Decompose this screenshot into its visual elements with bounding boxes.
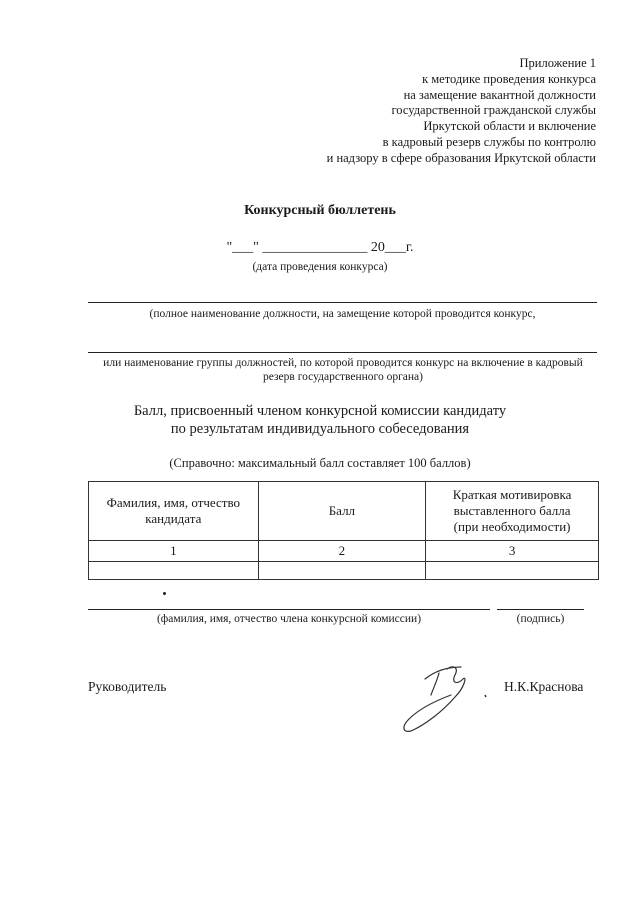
appendix-line: и надзору в сфере образования Иркутской области bbox=[326, 150, 596, 165]
header-cell-candidate bbox=[89, 482, 259, 541]
score-heading bbox=[0, 402, 640, 438]
score-cell[interactable] bbox=[258, 562, 426, 580]
table-row bbox=[89, 562, 599, 580]
number-cell: 3 bbox=[426, 541, 599, 562]
head-role: Руководитель bbox=[88, 679, 167, 694]
date-field-line: "___" _______________ 20___г. bbox=[226, 240, 414, 255]
header-label: Краткая мотивировка выставленного балла (при необходимости) bbox=[452, 487, 572, 534]
appendix-line: Иркутской области и включение bbox=[423, 119, 596, 134]
number-cell: 1 bbox=[89, 541, 259, 562]
header-label: Фамилия, имя, отчество кандидата bbox=[106, 495, 241, 526]
date-caption: (дата проведения конкурса) bbox=[252, 261, 388, 273]
score-heading-line: Балл, присвоенный членом конкурсной комиссии кандидату bbox=[133, 403, 507, 419]
number-cell: 2 bbox=[258, 541, 426, 562]
stray-dot bbox=[163, 592, 166, 595]
appendix-line: Приложение 1 bbox=[519, 56, 596, 70]
member-signature-line bbox=[497, 609, 584, 610]
score-heading-line: по результатам индивидуального собеседования bbox=[170, 421, 470, 437]
appendix-line: на замещение вакантной должности bbox=[403, 87, 596, 102]
member-name-line bbox=[88, 609, 490, 610]
position-caption: (полное наименование должности, на замещение которой проводится конкурс, bbox=[149, 308, 536, 320]
head-name: Н.К.Краснова bbox=[504, 679, 584, 694]
handwritten-signature bbox=[395, 655, 505, 735]
position-group-line bbox=[88, 352, 597, 353]
table-header-row bbox=[89, 482, 599, 541]
score-table bbox=[88, 481, 599, 580]
member-name-caption: (фамилия, имя, отчество члена конкурсной комиссии) bbox=[156, 613, 422, 625]
appendix-line: в кадровый резерв службы по контролю bbox=[382, 134, 596, 149]
appendix-line: государственной гражданской службы bbox=[391, 103, 596, 118]
max-score-note: (Справочно: максимальный балл составляет 100 баллов) bbox=[169, 456, 471, 470]
position-name-line bbox=[88, 302, 597, 303]
appendix-line: к методике проведения конкурса bbox=[422, 71, 596, 86]
document-title: Конкурсный бюллетень bbox=[244, 203, 396, 218]
header-cell-score bbox=[258, 482, 426, 541]
appendix-block bbox=[327, 56, 596, 167]
candidate-cell[interactable] bbox=[89, 562, 259, 580]
motivation-cell[interactable] bbox=[426, 562, 599, 580]
position-group-caption: или наименование группы должностей, по которой проводится конкурс на включение в кадровый резерв государственного органа) bbox=[103, 357, 583, 383]
table-number-row bbox=[89, 541, 599, 562]
header-label: Балл bbox=[328, 503, 356, 518]
header-cell-motivation bbox=[426, 482, 599, 541]
member-signature-caption: (подпись) bbox=[516, 613, 565, 625]
